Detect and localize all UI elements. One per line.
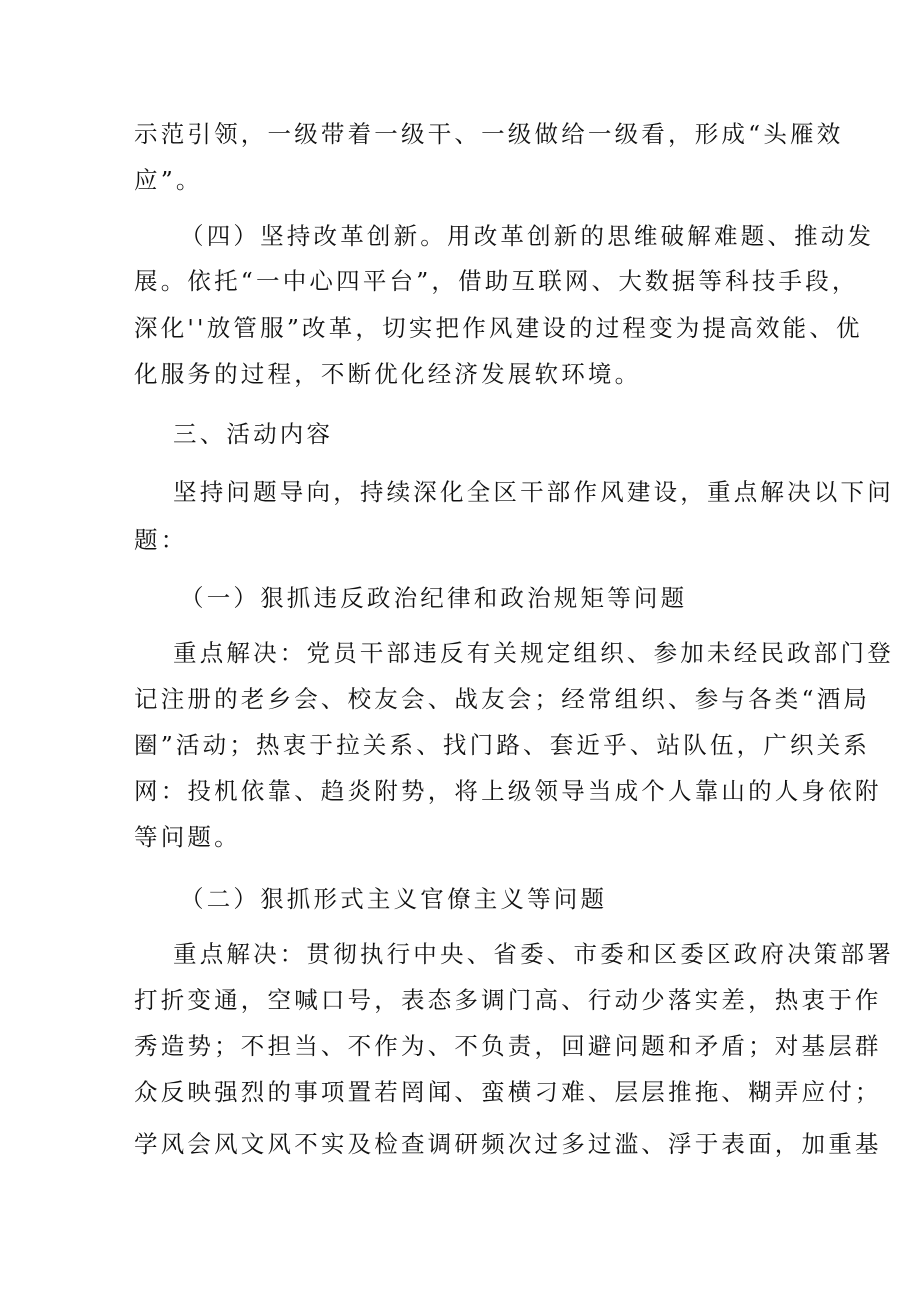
subsection-heading: （二）狠抓形式主义官僚主义等问题 (180, 885, 608, 913)
text-line: 秀造势；不担当、不作为、不负责，回避问题和矛盾；对基层群 (134, 1032, 882, 1060)
text-line: 坚持问题导向，持续深化全区干部作风建设，重点解决以下问 (173, 478, 894, 506)
text-line: 等问题。 (134, 823, 241, 851)
section-heading: 三、活动内容 (173, 420, 334, 448)
text-line: 网：投机依靠、趋炎附势，将上级领导当成个人靠山的人身依附 (134, 777, 882, 805)
text-line: 重点解决：贯彻执行中央、省委、市委和区委区政府决策部署 (173, 940, 894, 968)
text-line: 圈”活动；热衷于拉关系、找门路、套近乎、站队伍，广织关系 (134, 731, 871, 759)
text-line: 题： (134, 526, 188, 554)
text-line: 众反映强烈的事项置若罔闻、蛮横刁难、层层推拖、糊弄应付； (134, 1078, 882, 1106)
subsection-heading: （一）狠抓违反政治纪律和政治规矩等问题 (180, 584, 688, 612)
text-line: 展。依托“一中心四平台”，借助互联网、大数据等科技手段， (134, 267, 859, 295)
text-line: 化服务的过程，不断优化经济发展软环境。 (134, 360, 642, 388)
text-line: 深化''放管服”改革，切实把作风建设的过程变为提高效能、优 (134, 314, 863, 342)
text-line: 学风会风文风不实及检查调研频次过多过滥、浮于表面，加重基 (134, 1130, 882, 1158)
text-line: 打折变通，空喊口号，表态多调门高、行动少落实差，热衷于作 (134, 986, 882, 1014)
text-line: 应”。 (134, 166, 203, 194)
text-line: 记注册的老乡会、校友会、战友会；经常组织、参与各类“酒局 (134, 685, 871, 713)
text-line: 重点解决：党员干部违反有关规定组织、参加未经民政部门登 (173, 639, 894, 667)
text-line: 示范引领，一级带着一级干、一级做给一级看，形成“头雁效 (134, 120, 844, 148)
text-line: （四）坚持改革创新。用改革创新的思维破解难题、推动发 (180, 222, 875, 250)
